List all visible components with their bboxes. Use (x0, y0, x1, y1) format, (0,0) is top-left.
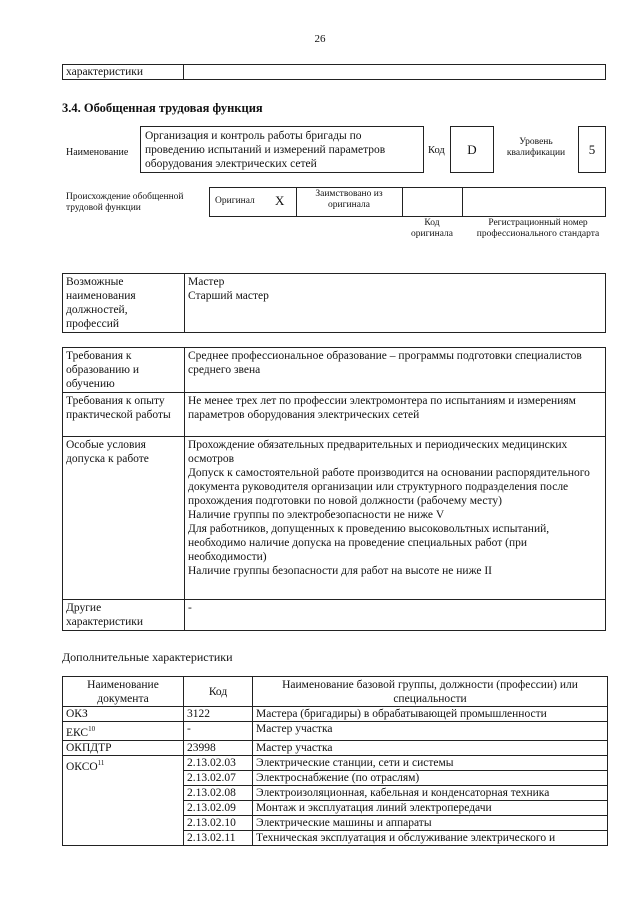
row-name: Электроснабжение (по отраслям) (253, 770, 608, 785)
row-code: - (184, 722, 253, 741)
row-code: 2.13.02.07 (184, 770, 253, 785)
condition-line: Наличие группы по электробезопасности не ниже V (188, 509, 445, 521)
requirements-table (62, 347, 606, 631)
borrowed-label: Заимствовано из оригинала (315, 189, 383, 210)
top-label: характеристики (63, 65, 184, 80)
top-continuation-table (62, 64, 606, 80)
code-label: Код (428, 145, 445, 156)
row-doc: ОКЗ (63, 707, 184, 722)
row-code: 3122 (184, 707, 253, 722)
condition-line: Допуск к самостоятельной работе производится на основании распорядительного документа руководителя организации или структурного подразделения после прохождения подготовки по новой должности (рабочему месту) (188, 467, 590, 507)
row-name: Мастер участка (253, 722, 608, 741)
row-name: Мастера (бригадиры) в обрабатывающей промышленности (253, 707, 608, 722)
row-name: Электроизоляционная, кабельная и конденсаторная техника (253, 785, 608, 800)
reg-caption: Регистрационный номер профессионального стандарта (476, 218, 600, 239)
section-title: 3.4. Обобщенная трудовая функция (62, 101, 263, 115)
row-code: 2.13.02.08 (184, 785, 253, 800)
condition-line: Прохождение обязательных предварительных и периодических медицинских осмотров (188, 439, 568, 465)
roles-table (62, 273, 606, 333)
additional-table (62, 676, 608, 846)
origin-divider-3 (462, 187, 463, 217)
row-code: 2.13.02.10 (184, 815, 253, 830)
top-value (184, 65, 606, 80)
req-education-label: Требования к образованию и обучению (63, 348, 185, 393)
row-code: 2.13.02.11 (184, 830, 253, 845)
row-doc: ОКПДТР (63, 740, 184, 755)
level-value: 5 (578, 126, 606, 173)
original-mark: X (275, 193, 285, 208)
row-code: 23998 (184, 740, 253, 755)
name-label: Наименование (66, 147, 129, 158)
role-item: Старший мастер (188, 290, 269, 302)
roles-values (185, 274, 606, 333)
row-name: Техническая эксплуатация и обслуживание электрического и (253, 830, 608, 845)
roles-label: Возможные наименования должностей, профессий (63, 274, 185, 333)
role-item: Мастер (188, 276, 225, 288)
header-code: Код (184, 677, 253, 707)
original-label: Оригинал (215, 196, 255, 206)
req-education-value: Среднее профессиональное образование – программы подготовки специалистов среднего звена (185, 348, 606, 393)
origin-divider-2 (402, 187, 403, 217)
row-doc: ОКСО$^{11}$ (63, 755, 184, 845)
req-conditions-value (185, 437, 606, 600)
code-caption: Код оригинала (411, 218, 453, 239)
origin-label: Происхождение обобщенной трудовой функции (66, 192, 184, 213)
row-code: 2.13.02.09 (184, 800, 253, 815)
header-doc: Наименование документа (63, 677, 184, 707)
row-doc: ЕКС$^{10}$ (63, 722, 184, 741)
req-experience-value: Не менее трех лет по профессии электромонтера по испытаниям и измерениям параметров оборудования электрических сетей (185, 393, 606, 437)
row-name: Электрические станции, сети и системы (253, 755, 608, 770)
req-other-value: - (185, 600, 606, 631)
req-conditions-label: Особые условия допуска к работе (63, 437, 185, 600)
header-name: Наименование базовой группы, должности (профессии) или специальности (253, 677, 608, 707)
function-name: Организация и контроль работы бригады по проведению испытаний и измерений параметров оборудования электрических сетей (140, 126, 424, 173)
level-label: Уровень квалификации (506, 137, 566, 158)
row-code: 2.13.02.03 (184, 755, 253, 770)
footnote-ref: 11 (97, 758, 105, 767)
condition-line: Для работников, допущенных к проведению высоковольтных испытаний, необходимо наличие допуска на проведение специальных работ (при необходимости) (188, 523, 550, 563)
row-name: Мастер участка (253, 740, 608, 755)
condition-line: Наличие группы безопасности для работ на высоте не ниже II (188, 565, 493, 577)
page-number: 26 (314, 33, 326, 45)
row-name: Электрические машины и аппараты (253, 815, 608, 830)
req-experience-label: Требования к опыту практической работы (63, 393, 185, 437)
additional-title: Дополнительные характеристики (62, 650, 233, 664)
code-value: D (450, 126, 494, 173)
origin-divider-1 (296, 187, 297, 217)
row-name: Монтаж и эксплуатация линий электропередачи (253, 800, 608, 815)
footnote-ref: 10 (88, 725, 96, 733)
origin-box (209, 187, 606, 217)
req-other-label: Другие характеристики (63, 600, 185, 631)
